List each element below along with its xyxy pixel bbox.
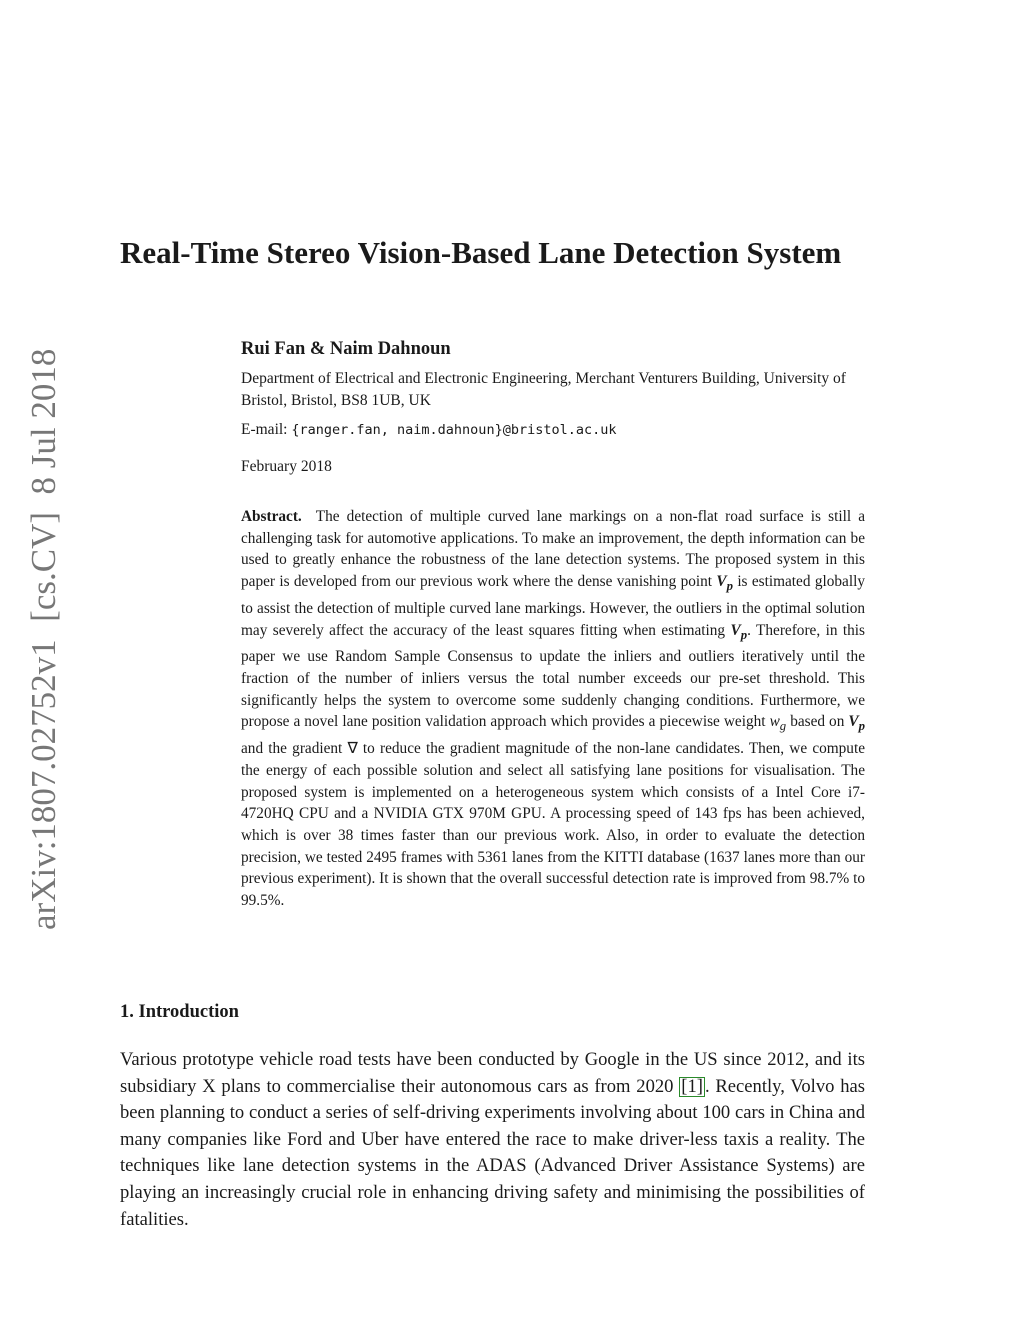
email-line xyxy=(241,421,617,439)
abstract-text-5: and the gradient ∇ to reduce the gradient magnitude of the non-lane candidates. Then, we compute the energy of each possible solution and select all satisfying lane positions for visualisation. The proposed system is implemented on a heterogeneous system which consists of a Intel Core i7-4720HQ CPU and a NVIDIA GTX 970M GPU. A processing speed of 143 fps has been achieved, which is over 38 times faster than our previous work. Also, in order to evaluate the detection precision, we tested 2495 frames with 5361 lanes from the KITTI database (1637 lanes more than our previous experiment). It is shown that the overall successful detection rate is improved from 98.7% to 99.5%. xyxy=(241,740,865,910)
paper-title: Real-Time Stereo Vision-Based Lane Detection System xyxy=(120,235,842,270)
abstract-text-2: is estimated globally to assist the detection of multiple curved lane markings. However, the outliers in the optimal solution may severely affect the accuracy of the least squares fitting when estimating xyxy=(241,573,865,639)
intro-text-2: . Recently, Volvo has been planning to conduct a series of self-driving experiments involving about 100 cars in China and many companies like Ford and Uber have entered the race to make driver-less taxis a reality. The techniques like lane detection systems in the ADAS (Advanced Driver Assistance Systems) are playing an increasingly crucial role in enhancing driving safety and minimising the possibilities of fatalities. xyxy=(120,1075,865,1230)
email-label: E-mail: xyxy=(241,421,288,438)
vanishing-point-symbol: $V_p$ xyxy=(716,573,733,594)
introduction-paragraph xyxy=(120,1047,865,1233)
section-heading: 1. Introduction xyxy=(120,1002,239,1022)
abstract-label: Abstract. xyxy=(241,508,302,525)
citation-link[interactable]: [1] xyxy=(681,1075,703,1097)
email-names[interactable]: {ranger.fan, naim.dahnoun} xyxy=(291,422,503,438)
authors: Rui Fan & Naim Dahnoun xyxy=(241,339,451,359)
abstract xyxy=(241,506,865,912)
vanishing-point-symbol: $V_p$ xyxy=(848,713,865,734)
intro-text-1: Various prototype vehicle road tests have been conducted by Google in the US since 2012, and its subsidiary X plans to commercialise their autonomous cars as from 2020 xyxy=(120,1049,865,1097)
abstract-text-1: The detection of multiple curved lane markings on a non-flat road surface is still a challenging task for automotive applications. To make an improvement, the depth information can be used to greatly enhance the robustness of the lane detection systems. The proposed system in this paper is developed from our previous work where the dense vanishing point xyxy=(241,508,865,591)
arxiv-identifier: arXiv:1807.02752v1 [cs.CV] 8 Jul 2018 xyxy=(24,348,63,930)
publication-date: February 2018 xyxy=(241,458,332,475)
abstract-text-3: . Therefore, in this paper we use Random Sample Consensus to update the inliers and outliers iteratively until the fraction of the number of inliers versus the total number exceeds our pre-set threshold. This significantly helps the system to overcome some suddenly changing conditions. Furthermore, we propose a novel lane position validation approach which provides a piecewise weight xyxy=(241,621,866,731)
vanishing-point-symbol: $V_p$ xyxy=(730,621,748,642)
email-domain[interactable]: @bristol.ac.uk xyxy=(502,422,617,438)
weight-symbol: $w_g$ xyxy=(769,713,787,734)
abstract-text-4: based on xyxy=(790,713,845,731)
affiliation: Department of Electrical and Electronic Engineering, Merchant Venturers Building, University of Bristol, Bristol, BS8 1UB, UK xyxy=(241,370,846,409)
